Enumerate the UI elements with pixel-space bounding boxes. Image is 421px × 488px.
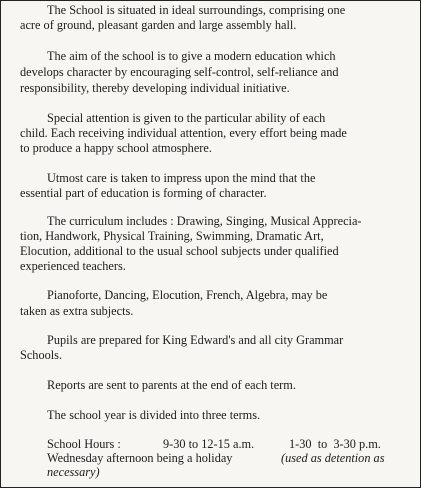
p1-line1: The School is situated in ideal surroundings, comprising one	[47, 3, 346, 17]
p8-line1: Reports are sent to parents at the end of each term.	[47, 378, 296, 392]
p3-line3: to produce a happy school atmosphere.	[20, 141, 212, 155]
p5-line3: Elocution, additional to the usual school subjects under qualified	[20, 244, 339, 258]
p7-line2: Schools.	[20, 348, 63, 362]
p4-line1: Utmost care is taken to impress upon the mind that the	[47, 171, 316, 185]
p4-line2: essential part of education is forming of character.	[20, 186, 267, 200]
hours-wednesday: Wednesday afternoon being a holiday	[47, 451, 233, 465]
hours-note-line2: necessary)	[47, 465, 100, 479]
p1-line2: acre of ground, pleasant garden and large assembly hall.	[20, 18, 297, 32]
p2-line1: The aim of the school is to give a modern education which	[47, 49, 336, 63]
p5-line2: tion, Handwork, Physical Training, Swimming, Dramatic Art,	[20, 229, 324, 243]
p6-line2: taken as extra subjects.	[20, 304, 134, 318]
p2-line3: responsibility, thereby developing individual initiative.	[20, 81, 290, 95]
p3-line1: Special attention is given to the particular ability of each	[47, 111, 326, 125]
p5-line4: experienced teachers.	[20, 259, 126, 273]
hours-label: School Hours :	[47, 437, 121, 451]
p9-line1: The school year is divided into three terms.	[47, 408, 261, 422]
p3-line2: child. Each receiving individual attention, every effort being made	[20, 126, 347, 140]
hours-afternoon: 1-30 to 3-30 p.m.	[289, 437, 381, 451]
p5-line1: The curriculum includes : Drawing, Singing, Musical Apprecia-	[47, 214, 362, 228]
hours-note-line1: (used as detention as	[281, 451, 385, 465]
hours-morning: 9-30 to 12-15 a.m.	[163, 437, 255, 451]
p6-line1: Pianoforte, Dancing, Elocution, French, Algebra, may be	[47, 288, 328, 302]
p2-line2: develops character by encouraging self-control, self-reliance and	[20, 65, 339, 79]
p7-line1: Pupils are prepared for King Edward's and all city Grammar	[47, 333, 344, 347]
